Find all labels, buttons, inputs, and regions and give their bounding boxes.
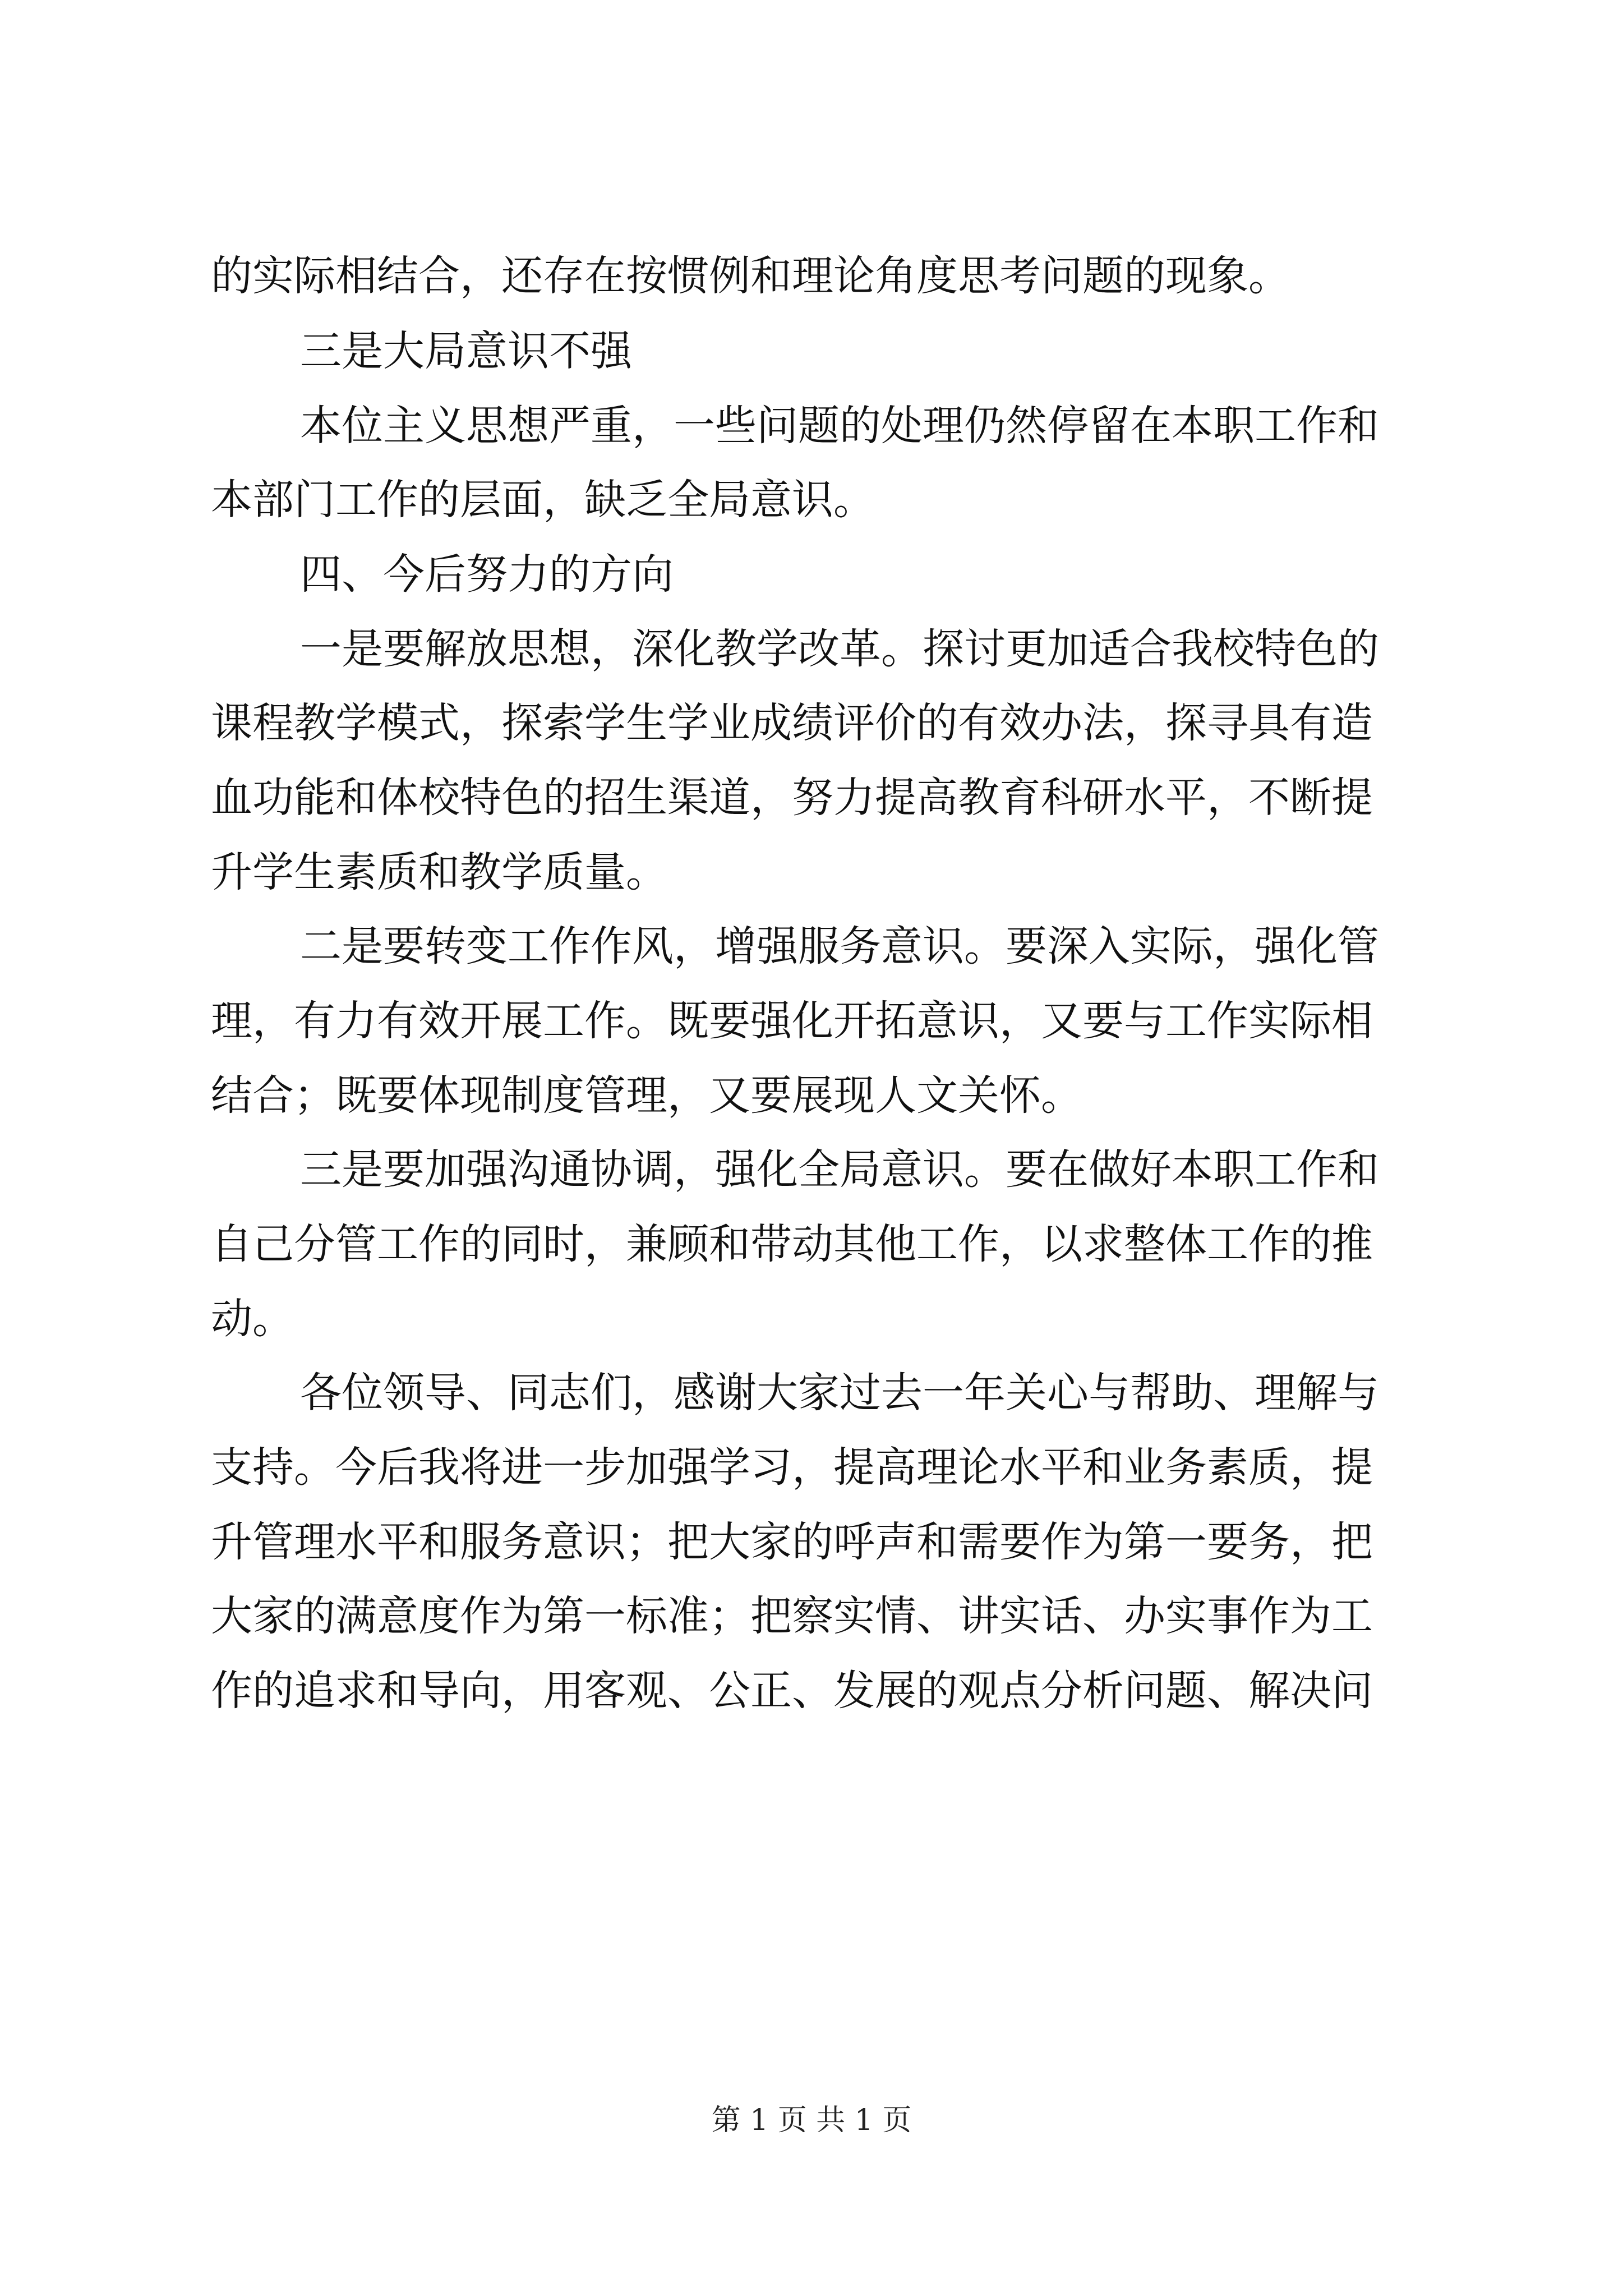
text-line: 理，有力有效开展工作。既要强化开拓意识，又要与工作实际相 [211,997,1373,1045]
text-line: 二是要转变工作作风，增强服务意识。要深入实际，强化管 [300,922,1379,970]
text-line: 动。 [211,1295,294,1343]
text-line: 本部门工作的层面，缺乏全局意识。 [211,476,875,524]
section-heading: 三是大局意识不强 [300,327,632,375]
text-line: 血功能和体校特色的招生渠道，努力提高教育科研水平，不断提 [211,774,1373,822]
text-line: 作的追求和导向，用客观、公正、发展的观点分析问题、解决问 [211,1667,1373,1715]
page-footer: 第 1 页 共 1 页 [711,2104,912,2137]
text-line: 三是要加强沟通协调，强化全局意识。要在做好本职工作和 [300,1145,1379,1194]
section-heading: 四、今后努力的方向 [300,550,674,599]
text-line: 升管理水平和服务意识；把大家的呼声和需要作为第一要务，把 [211,1518,1373,1566]
text-line: 自己分管工作的同时，兼顾和带动其他工作，以求整体工作的推 [211,1220,1373,1268]
text-line: 结合；既要体现制度管理，又要展现人文关怀。 [211,1071,1082,1120]
text-line: 一是要解放思想，深化教学改革。探讨更加适合我校特色的 [300,625,1379,673]
text-line: 各位领导、同志们，感谢大家过去一年关心与帮助、理解与 [300,1369,1379,1417]
text-line: 升学生素质和教学质量。 [211,848,667,896]
text-line: 的实际相结合，还存在按惯例和理论角度思考问题的现象。 [211,252,1290,300]
text-line: 本位主义思想严重，一些问题的处理仍然停留在本职工作和 [300,402,1379,450]
text-line: 大家的满意度作为第一标准；把察实情、讲实话、办实事作为工 [211,1592,1373,1640]
text-line: 课程教学模式，探索学生学业成绩评价的有效办法，探寻具有造 [211,699,1373,747]
text-line: 支持。今后我将进一步加强学习，提高理论水平和业务素质，提 [211,1443,1373,1492]
